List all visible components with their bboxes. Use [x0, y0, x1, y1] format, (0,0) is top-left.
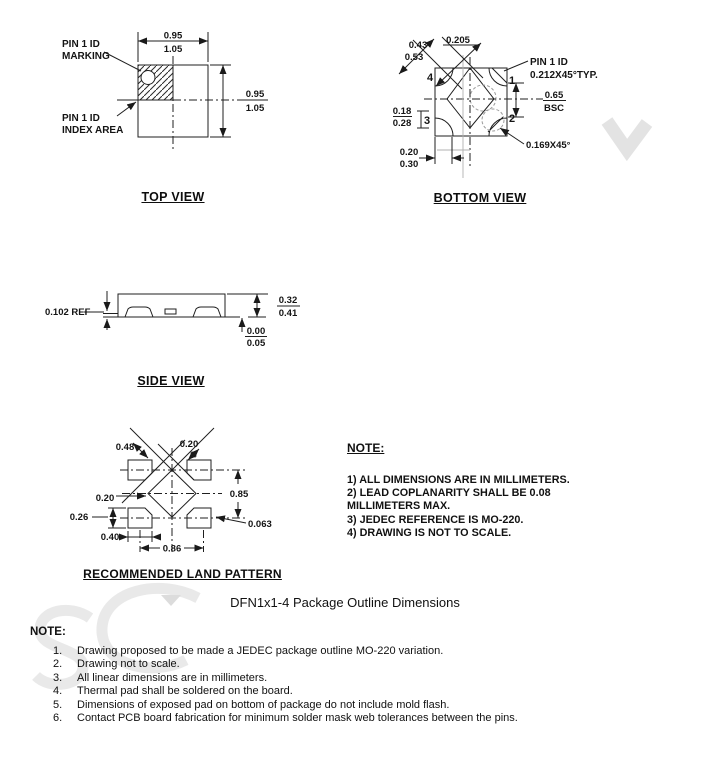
- dim-032: 0.32: [278, 295, 298, 306]
- note-text: Drawing proposed to be made a JEDEC package outline MO-220 variation.: [77, 645, 444, 657]
- dim-018: 0.18: [392, 106, 412, 117]
- note-text: Thermal pad shall be soldered on the board.: [77, 685, 293, 698]
- bottom-note-item: [53, 699, 683, 712]
- dim-030: 0.30: [399, 159, 419, 170]
- drawing-note-line: 1) ALL DIMENSIONS ARE IN MILLIMETERS.: [347, 474, 570, 486]
- lp-web-leader: [216, 517, 246, 523]
- dim-065: 0.65: [544, 90, 564, 101]
- pin1-marking-label-line2: MARKING: [62, 51, 110, 62]
- bottom-note-list: [53, 645, 683, 725]
- top-width-dim-max: 0.95: [163, 30, 183, 42]
- dim-041: 0.41: [278, 308, 298, 319]
- note-text: Dimensions of exposed pad on bottom of package do not include mold flash.: [77, 698, 450, 711]
- dim-020: 0.20: [399, 147, 419, 158]
- pin1-number: 1: [509, 75, 516, 87]
- dim-0102-ref: 0.102 REF: [45, 307, 91, 318]
- top-height-dim-min: 1.05: [245, 103, 265, 114]
- lp-dim-048-arrows: [133, 443, 148, 458]
- note-number: 1.: [53, 645, 63, 657]
- land-pattern-title: RECOMMENDED LAND PATTERN: [83, 567, 282, 581]
- drawing-note-line: MILLIMETERS MAX.: [347, 500, 451, 513]
- bottom-view-title: BOTTOM VIEW: [433, 191, 527, 205]
- side-terminal-right: [193, 307, 221, 317]
- dim-000: 0.00: [246, 326, 266, 337]
- note-text: Drawing not to scale.: [77, 658, 180, 671]
- pin1-index-label-line1: PIN 1 ID: [62, 113, 100, 124]
- pin1-marking-label-line1: PIN 1 ID: [62, 39, 100, 50]
- dim-026: 0.26: [69, 512, 89, 523]
- dim-bsc: BSC: [543, 103, 565, 114]
- note-number: 6.: [53, 712, 63, 725]
- dim-040: 0.40: [100, 532, 120, 543]
- top-view-drawing: [104, 32, 268, 152]
- dim-020-gap: 0.20: [95, 493, 115, 504]
- diag-dim-0205: [436, 43, 481, 86]
- bottom-note-item: [53, 658, 683, 671]
- dim-053: 0.53: [404, 52, 424, 63]
- bottom-note-item: [53, 645, 683, 658]
- dim-048: 0.48: [115, 442, 135, 453]
- dim-085: 0.85: [229, 489, 249, 500]
- dim-028: 0.28: [392, 118, 412, 129]
- drawing-note-line: 4) DRAWING IS NOT TO SCALE.: [347, 526, 512, 539]
- note-number: 4.: [53, 685, 63, 698]
- side-terminal-left: [125, 307, 153, 317]
- bottom-note-item: [53, 685, 683, 698]
- pin1-id-leader: [504, 61, 528, 71]
- pin1-id-label-line1: PIN 1 ID: [530, 57, 568, 68]
- top-view-pin1-marking-dot: [141, 71, 155, 85]
- drawing-note-title: NOTE:: [347, 441, 385, 455]
- pad-3-arc: [435, 118, 453, 136]
- note-number: 5.: [53, 698, 63, 711]
- top-width-dim-min: 1.05: [163, 44, 183, 55]
- pin3-number: 3: [424, 115, 431, 127]
- pin2-chamfer: [488, 117, 503, 132]
- dim-086: 0.86: [162, 543, 182, 555]
- dim-043: 0.43: [408, 40, 428, 51]
- bottom-note-item: [53, 712, 683, 725]
- lp-dim-020r-arrows: [188, 449, 199, 460]
- pin1-index-label-line2: INDEX AREA: [62, 125, 124, 136]
- document-title: DFN1x1-4 Package Outline Dimensions: [230, 595, 460, 610]
- hidden-circle-1: [470, 85, 496, 111]
- note-number: 2.: [53, 658, 63, 671]
- top-height-dim-max: 0.95: [245, 89, 265, 100]
- drawing-note-block: [347, 441, 577, 540]
- dim-020-diag: 0.20: [179, 439, 199, 450]
- dim-005: 0.05: [246, 338, 266, 349]
- dim-0169: 0.169X45°: [526, 140, 571, 151]
- bottom-note-item: [53, 672, 683, 685]
- pin1-id-label-line2: 0.212X45°TYP.: [530, 70, 598, 81]
- pin1-index-leader: [117, 102, 136, 116]
- note-text: All linear dimensions are in millimeters.: [77, 671, 268, 684]
- drawing-note-line: 2) LEAD COPLANARITY SHALL BE 0.08: [347, 487, 551, 500]
- side-view-texts: [45, 295, 298, 349]
- top-view-title: TOP VIEW: [141, 190, 205, 204]
- note-text: Contact PCB board fabrication for minimum solder mask web tolerances between the pins.: [77, 712, 518, 725]
- pin2-number: 2: [509, 113, 516, 125]
- bottom-view-texts: [393, 35, 598, 170]
- drawing-note-line: 3) JEDEC REFERENCE IS MO-220.: [347, 513, 524, 526]
- pin4-number: 4: [427, 72, 434, 84]
- bottom-note-title: NOTE:: [30, 626, 66, 638]
- dim-0205: 0.205: [446, 35, 470, 46]
- side-view-drawing: [84, 291, 300, 337]
- side-view-title: SIDE VIEW: [137, 374, 205, 388]
- lp-diamond-edge-ext-left: [130, 428, 172, 470]
- note-number: 3.: [53, 671, 63, 684]
- side-thermal-pad: [165, 309, 176, 314]
- dim-0063: 0.063: [248, 519, 272, 530]
